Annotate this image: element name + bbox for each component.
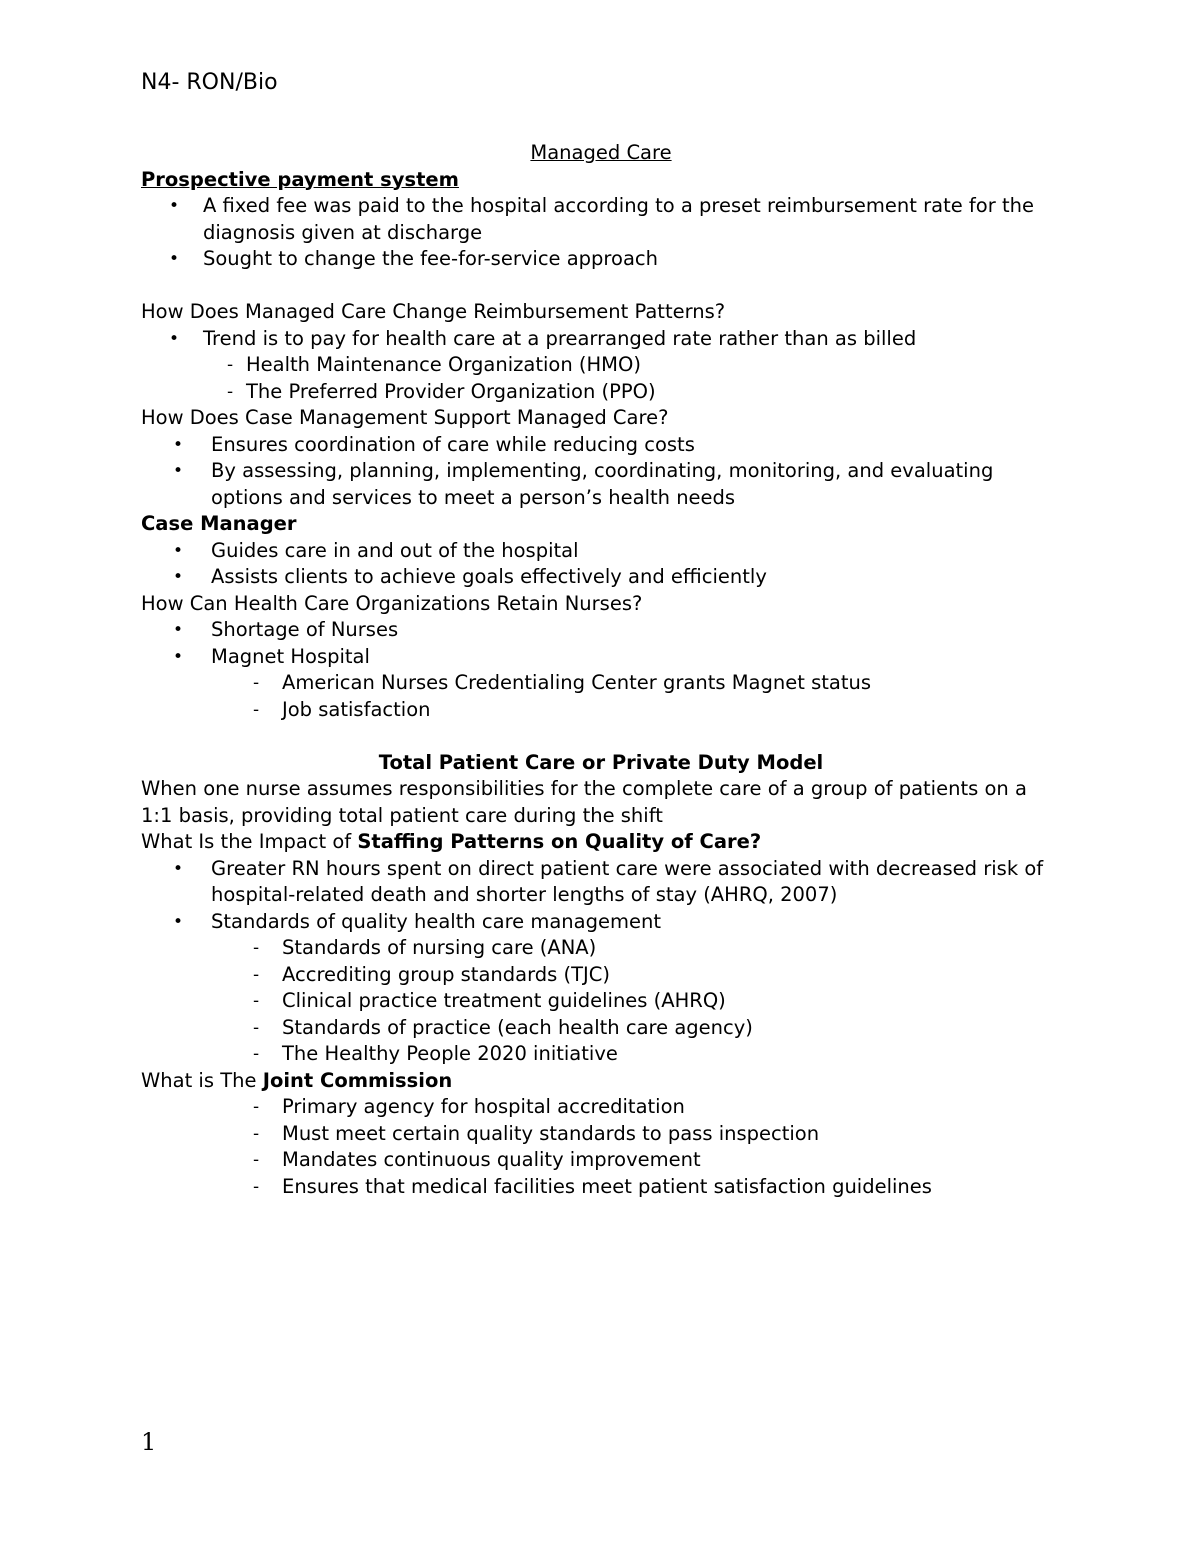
page-header: N4- RON/Bio bbox=[141, 70, 278, 95]
list-item: • Guides care in and out of the hospital bbox=[141, 538, 1061, 565]
document-body bbox=[141, 140, 1061, 1200]
dash-icon: - bbox=[253, 938, 260, 958]
dash-icon: - bbox=[253, 1123, 260, 1144]
list-item: • Ensures coordination of care while reducing costs bbox=[141, 432, 1061, 459]
bullet-icon: • bbox=[173, 434, 184, 455]
retain-bullet-list bbox=[141, 617, 1061, 723]
heading-prospective-payment: Prospective payment system bbox=[141, 167, 459, 191]
list-item: • Assists clients to achieve goals effectively and efficiently bbox=[141, 564, 1061, 591]
list-item: • Magnet Hospital bbox=[141, 644, 1061, 671]
bullet-icon: • bbox=[173, 646, 184, 667]
bullet-icon: • bbox=[173, 911, 184, 932]
question-case-management: How Does Case Management Support Managed Care? bbox=[141, 406, 669, 429]
dash-icon: - bbox=[253, 991, 260, 1011]
list-item: - Health Maintenance Organization (HMO) bbox=[141, 352, 1061, 379]
list-item: • Shortage of Nurses bbox=[141, 617, 1061, 644]
bullet-icon: • bbox=[173, 461, 184, 481]
bullet-icon: • bbox=[169, 249, 180, 269]
list-item: - American Nurses Credentialing Center grants Magnet status bbox=[141, 670, 1061, 697]
question-retain-nurses: How Can Health Care Organizations Retain Nurses? bbox=[141, 591, 643, 615]
list-item: - Standards of practice (each health care agency) bbox=[141, 1015, 1061, 1042]
dash-icon: - bbox=[253, 964, 260, 985]
list-item: • Greater RN hours spent on direct patient care were associated with decreased risk of hospital-related death and shorter lengths of stay (AHRQ, 2007) bbox=[173, 856, 1044, 906]
list-item: • Trend is to pay for health care at a prearranged rate rather than as billed bbox=[141, 326, 1061, 353]
bullet-icon: • bbox=[169, 196, 180, 216]
list-item: - Must meet certain quality standards to pass inspection bbox=[141, 1121, 1061, 1148]
section-title-total-care: Total Patient Care or Private Duty Model bbox=[378, 750, 824, 774]
question-reimbursement: How Does Managed Care Change Reimbursement Patterns? bbox=[141, 300, 726, 323]
question-staffing: What Is the Impact of Staffing Patterns on Quality of Care? bbox=[141, 830, 762, 853]
question-joint-commission: What is The Joint Commission bbox=[141, 1068, 453, 1092]
page-number: 1 bbox=[141, 1428, 157, 1456]
list-item: • A fixed fee was paid to the hospital according to a preset reimbursement rate for the diagnosis given at discharge bbox=[169, 194, 1034, 244]
dash-icon: - bbox=[253, 1097, 260, 1117]
bullet-icon: • bbox=[173, 620, 184, 640]
dash-icon: - bbox=[253, 673, 260, 693]
bullet-icon: • bbox=[173, 540, 184, 561]
list-item: • By assessing, planning, implementing, coordinating, monitoring, and evaluating options and services to meet a person’s health needs bbox=[173, 459, 994, 509]
dash-icon: - bbox=[227, 381, 234, 402]
dash-icon: - bbox=[253, 1044, 260, 1064]
list-item: - Clinical practice treatment guidelines (AHRQ) bbox=[141, 988, 1061, 1015]
total-care-definition: When one nurse assumes responsibilities for the complete care of a group of patients on a 1:1 basis, providing total patient care during the shift bbox=[141, 777, 1027, 827]
list-item: - The Preferred Provider Organization (PPO) bbox=[141, 379, 1061, 406]
list-item: • Sought to change the fee-for-service approach bbox=[141, 246, 1061, 273]
dash-icon: - bbox=[253, 699, 260, 720]
reimb-bullet-list bbox=[141, 326, 1061, 406]
dash-icon: - bbox=[227, 355, 234, 375]
spacer bbox=[141, 273, 1061, 300]
dash-icon: - bbox=[253, 1150, 260, 1170]
list-item: - Job satisfaction bbox=[141, 697, 1061, 724]
case-manager-bullet-list bbox=[141, 538, 1061, 591]
bullet-icon: • bbox=[169, 328, 180, 349]
list-item: - Standards of nursing care (ANA) bbox=[141, 935, 1061, 962]
list-item: - Primary agency for hospital accreditation bbox=[141, 1094, 1061, 1121]
list-item: - Ensures that medical facilities meet patient satisfaction guidelines bbox=[141, 1174, 1061, 1201]
bullet-icon: • bbox=[173, 858, 184, 879]
joint-commission-list bbox=[141, 1094, 1061, 1200]
dash-icon: - bbox=[253, 1176, 260, 1197]
bullet-icon: • bbox=[173, 567, 184, 587]
staffing-bullet-list bbox=[141, 856, 1061, 1068]
pps-bullet-list bbox=[141, 193, 1061, 273]
list-item: - The Healthy People 2020 initiative bbox=[141, 1041, 1061, 1068]
case-mgmt-bullet-list bbox=[141, 432, 1061, 512]
list-item: - Accrediting group standards (TJC) bbox=[141, 962, 1061, 989]
heading-case-manager: Case Manager bbox=[141, 512, 297, 535]
list-item: • Standards of quality health care management bbox=[141, 909, 1061, 936]
section-title-managed-care: Managed Care bbox=[530, 141, 672, 164]
list-item: - Mandates continuous quality improvement bbox=[141, 1147, 1061, 1174]
spacer bbox=[141, 723, 1061, 750]
dash-icon: - bbox=[253, 1017, 260, 1038]
